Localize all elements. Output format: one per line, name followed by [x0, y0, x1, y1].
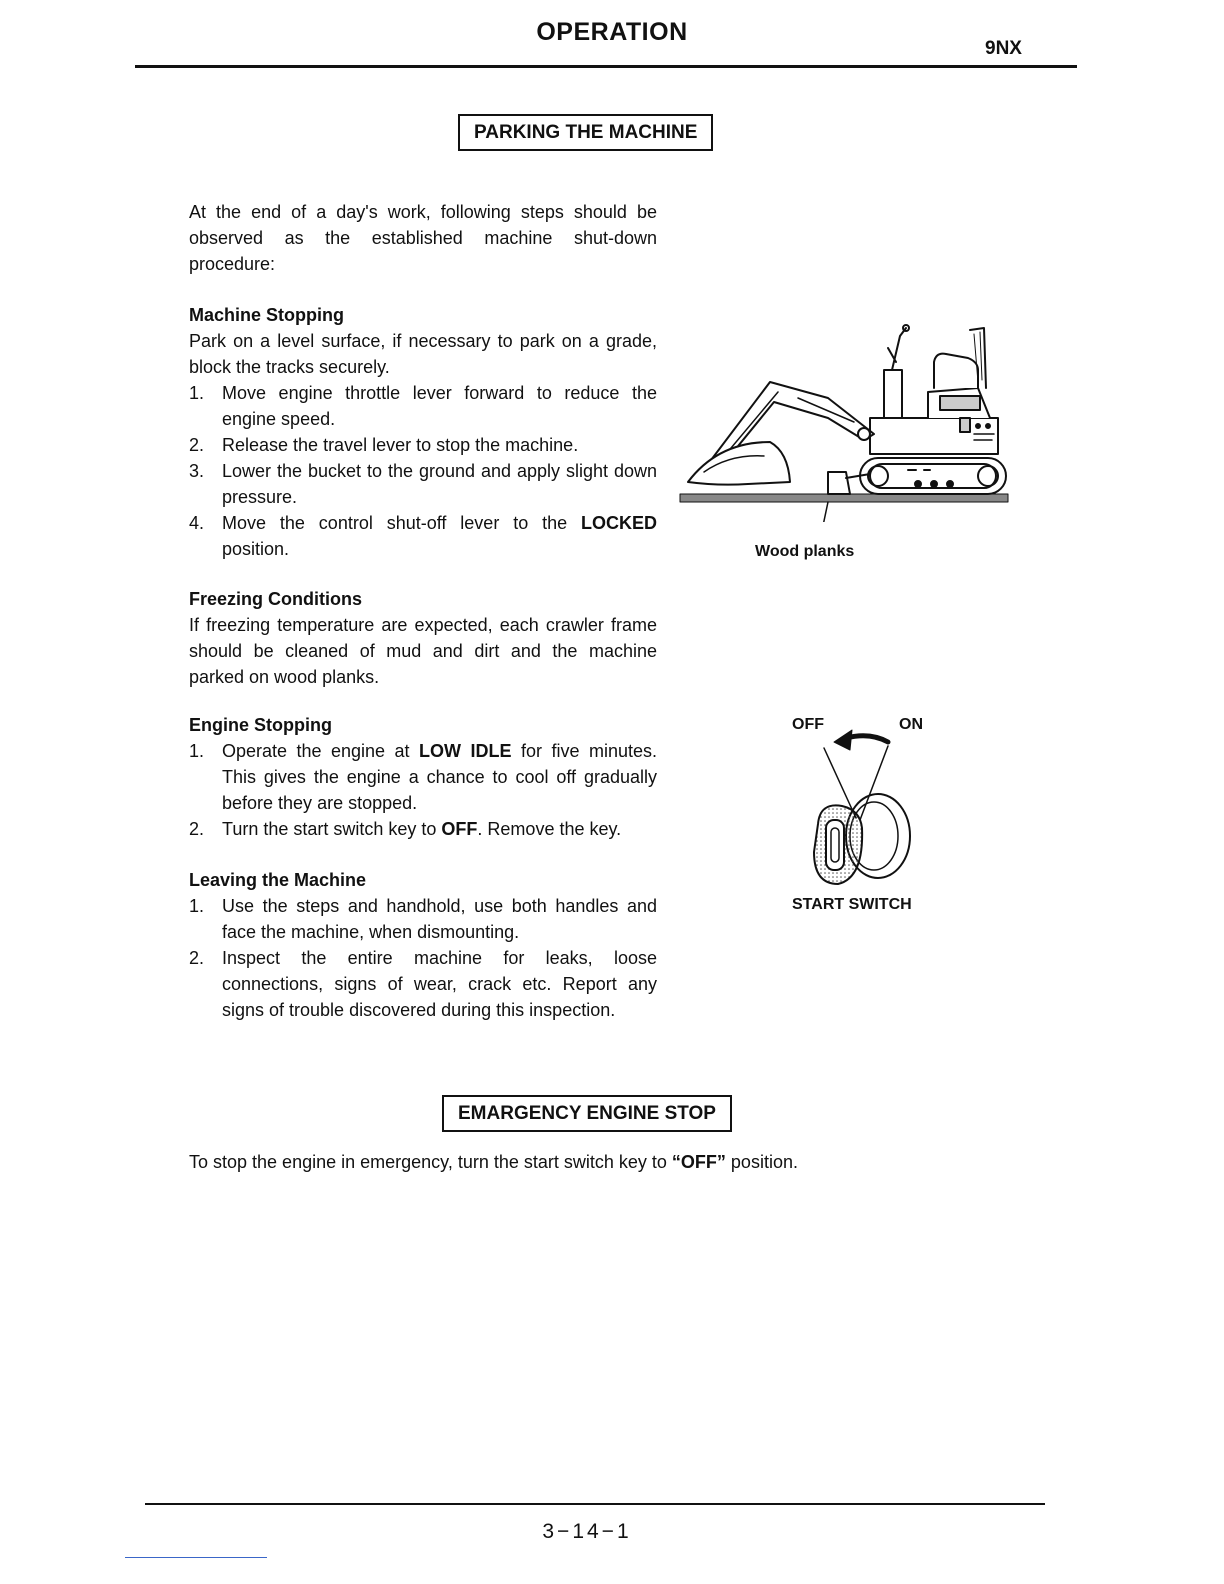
step-text: Release the travel lever to stop the machine. — [222, 435, 579, 455]
step-text: Lower the bucket to the ground and apply slight down pressure. — [222, 461, 657, 507]
machine-stopping-steps — [189, 380, 657, 562]
list-item — [189, 510, 657, 562]
step-emphasis: OFF — [441, 819, 478, 839]
list-item — [189, 432, 657, 458]
step-text: Move the control shut-off lever to the — [222, 513, 581, 533]
step-number: 3. — [189, 461, 205, 481]
step-text: Operate the engine at — [222, 741, 420, 761]
step-number: 1. — [189, 383, 205, 403]
step-number: 2. — [189, 819, 205, 839]
footer-link-underline — [125, 1557, 267, 1558]
engine-stopping-steps — [189, 738, 657, 842]
parking-heading: PARKING THE MACHINE — [458, 114, 713, 151]
emergency-emphasis: “OFF” — [671, 1152, 726, 1172]
freezing-title: Freezing Conditions — [189, 589, 362, 609]
step-number: 2. — [189, 948, 205, 968]
parking-intro: At the end of a day's work, following steps should be observed as the established machine shut-down procedure: — [189, 202, 657, 274]
leaving-steps — [189, 893, 657, 1023]
start-switch-label: START SWITCH — [792, 896, 912, 913]
wood-planks-label: Wood planks — [755, 543, 855, 560]
step-text: Turn the start switch key to — [222, 819, 442, 839]
parking-intro-block — [189, 199, 657, 277]
step-text: . Remove the key. — [477, 819, 622, 839]
list-item — [189, 816, 657, 842]
emergency-text-post: position. — [725, 1152, 798, 1172]
footer-rule — [145, 1503, 1045, 1505]
list-item — [189, 380, 657, 432]
machine-stopping-section — [189, 302, 657, 562]
freezing-section — [189, 586, 657, 690]
machine-stopping-title: Machine Stopping — [189, 305, 344, 325]
step-number: 1. — [189, 896, 205, 916]
switch-off-label: OFF — [792, 716, 824, 733]
step-text: Use the steps and handhold, use both handles and face the machine, when dismounting. — [222, 896, 657, 942]
list-item — [189, 893, 657, 945]
emergency-text-pre: To stop the engine in emergency, turn the start switch key to — [189, 1152, 672, 1172]
header-rule — [135, 65, 1077, 68]
page-number: 3−14−1 — [542, 1520, 632, 1543]
list-item — [189, 458, 657, 510]
engine-stopping-section — [189, 712, 657, 842]
freezing-text: If freezing temperature are expected, each crawler frame should be cleaned of mud and dirt and the machine parked on wood planks. — [189, 615, 657, 687]
step-text: Move engine throttle lever forward to reduce the engine speed. — [222, 383, 657, 429]
emergency-text — [189, 1152, 798, 1173]
machine-stopping-text: Park on a level surface, if necessary to park on a grade, block the tracks securely. — [189, 331, 657, 377]
leaving-title: Leaving the Machine — [189, 870, 367, 890]
engine-stopping-title: Engine Stopping — [189, 715, 332, 735]
step-number: 2. — [189, 435, 205, 455]
emergency-heading: EMARGENCY ENGINE STOP — [442, 1095, 732, 1132]
step-text: Inspect the entire machine for leaks, loose connections, signs of wear, crack etc. Report any signs of trouble discovered during this inspection. — [222, 948, 657, 1020]
start-switch-icon — [800, 728, 920, 893]
leaving-section — [189, 867, 657, 1023]
list-item — [189, 738, 657, 816]
step-emphasis: LOW IDLE — [419, 741, 512, 761]
step-text: position. — [222, 539, 290, 559]
excavator-illustration — [678, 322, 1012, 522]
page-title: OPERATION — [536, 18, 688, 46]
step-emphasis: LOCKED — [581, 513, 657, 533]
step-number: 4. — [189, 513, 205, 533]
model-code: 9NX — [985, 38, 1022, 59]
switch-on-label: ON — [899, 716, 923, 733]
step-number: 1. — [189, 741, 205, 761]
list-item — [189, 945, 657, 1023]
step-text: for five minutes. This gives the engine a chance to cool off gradually before they are stopped. — [222, 741, 657, 813]
